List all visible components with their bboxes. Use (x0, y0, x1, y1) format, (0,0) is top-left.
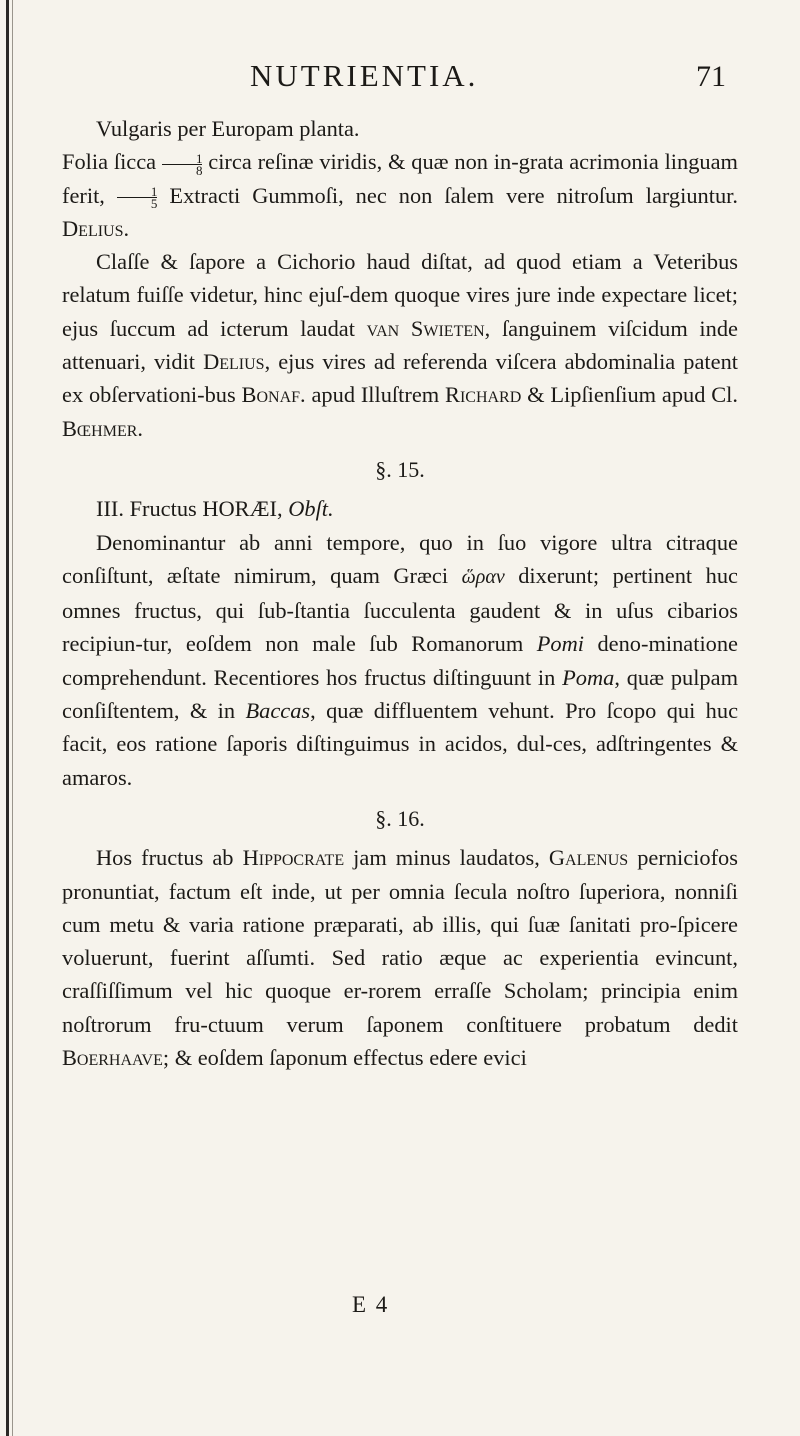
fraction (162, 150, 203, 178)
text: Folia ſicca (62, 149, 157, 175)
text: circa reſinæ viridis, & quæ non in-grata acrimonia linguam ferit, (62, 149, 738, 208)
author-name: Delius. (62, 215, 130, 241)
text: , quæ pulpam conſiſtentem, & in (62, 664, 738, 724)
paragraph-2 (62, 245, 738, 445)
fraction-denominator: 8 (162, 164, 203, 176)
body-text (62, 112, 738, 1074)
text: dixerunt; pertinent huc omnes fructus, qui ſub-ſtantia ſucculenta gaudent & in uſus cibarios recipiun-tur, eoſdem non male ſub Romanorum (62, 562, 738, 657)
page-number: 71 (696, 60, 726, 93)
section-number: §. 16. (375, 805, 425, 831)
fraction-numerator: 1 (150, 183, 158, 199)
author-name: Bonaf. (241, 382, 306, 408)
term: Pomi (536, 631, 584, 657)
heading-text: Fructus HORÆI, (129, 496, 283, 522)
term: Baccas (245, 698, 311, 724)
author-name: van Swieten (366, 315, 485, 341)
author-name: Bœhmer. (62, 415, 143, 441)
text: Denominantur ab anni tempore, quo in ſuo vigore ultra citraque conſiſtunt, æſtate nimirum, quam Græci (62, 529, 738, 588)
fraction (117, 183, 158, 211)
text: deno-minatione comprehendunt. Recentiores hos fructus diſtinguunt in (62, 631, 738, 690)
text: , ejus vires ad referenda viſcera abdominalia patent ex obſervationi-bus (62, 349, 738, 408)
author-name: Richard (445, 382, 522, 408)
greek-word: ὥραν (461, 565, 505, 588)
paragraph-1 (62, 112, 738, 245)
text: , ſanguinem viſcidum inde attenuari, vidit (62, 315, 738, 375)
fraction-denominator: 5 (117, 197, 158, 209)
text: apud Illuſtrem (311, 382, 440, 408)
text: Vulgaris per Europam planta. (96, 116, 360, 141)
author-name: Delius (203, 349, 265, 375)
text: perniciofos pronuntiat, factum eſt inde, ut per omnia ſecula noſtro ſuperiora, nonniſi cum metu & varia ratione præparati, ab illis, qui ſuæ ſanitati pro-ſpicere voluerunt, fuerint aſſumti. Sed ratio æque ac experientia evincunt, craſſiſſimum vel hic quoque er-rorem erraſſe Scholam; principia enim noſtrorum fru-ctuum verum ſaponem conſtituere probatum dedit (62, 845, 738, 1037)
text: Hos fructus ab (96, 845, 234, 871)
section-heading (62, 492, 738, 525)
text: jam minus laudatos, (353, 845, 540, 871)
text: , quæ diffluentem vehunt. Pro ſcopo qui huc facit, eos ratione ſaporis diſtinguimus in acidos, dul-ces, adſtringentes & amaros. (62, 698, 739, 790)
binding-edge (6, 0, 9, 1436)
author-name: Boerhaave (62, 1045, 163, 1071)
author-name: Galenus (548, 845, 629, 871)
signature-mark: E 4 (352, 1292, 390, 1317)
section-number: §. 15. (375, 456, 425, 482)
binding-edge-inner (12, 0, 13, 1436)
text: & Lipſienſium apud Cl. (527, 382, 738, 408)
author-name: Hippocrate (242, 845, 345, 871)
text: ; & eoſdem ſaponum effectus edere evici (162, 1045, 527, 1071)
fraction-numerator: 1 (195, 150, 203, 166)
heading-number: III. (96, 496, 124, 522)
paragraph-4 (62, 841, 738, 1074)
text: Claſſe & ſapore a Cichorio haud diſtat, ad quod etiam a Veteribus relatum fuiſſe videtur, hinc ejuſ-dem quoque vires jure inde expectare licet; ejus ſuccum ad icterum laudat (62, 249, 738, 341)
running-head (60, 58, 740, 102)
paragraph-3 (62, 526, 738, 794)
page-title: NUTRIENTIA. (250, 58, 479, 93)
heading-abbrev: Obſt. (288, 496, 334, 522)
text: Extracti Gummoſi, nec non ſalem vere nitroſum largiuntur. (169, 182, 738, 208)
term: Poma (562, 664, 615, 690)
